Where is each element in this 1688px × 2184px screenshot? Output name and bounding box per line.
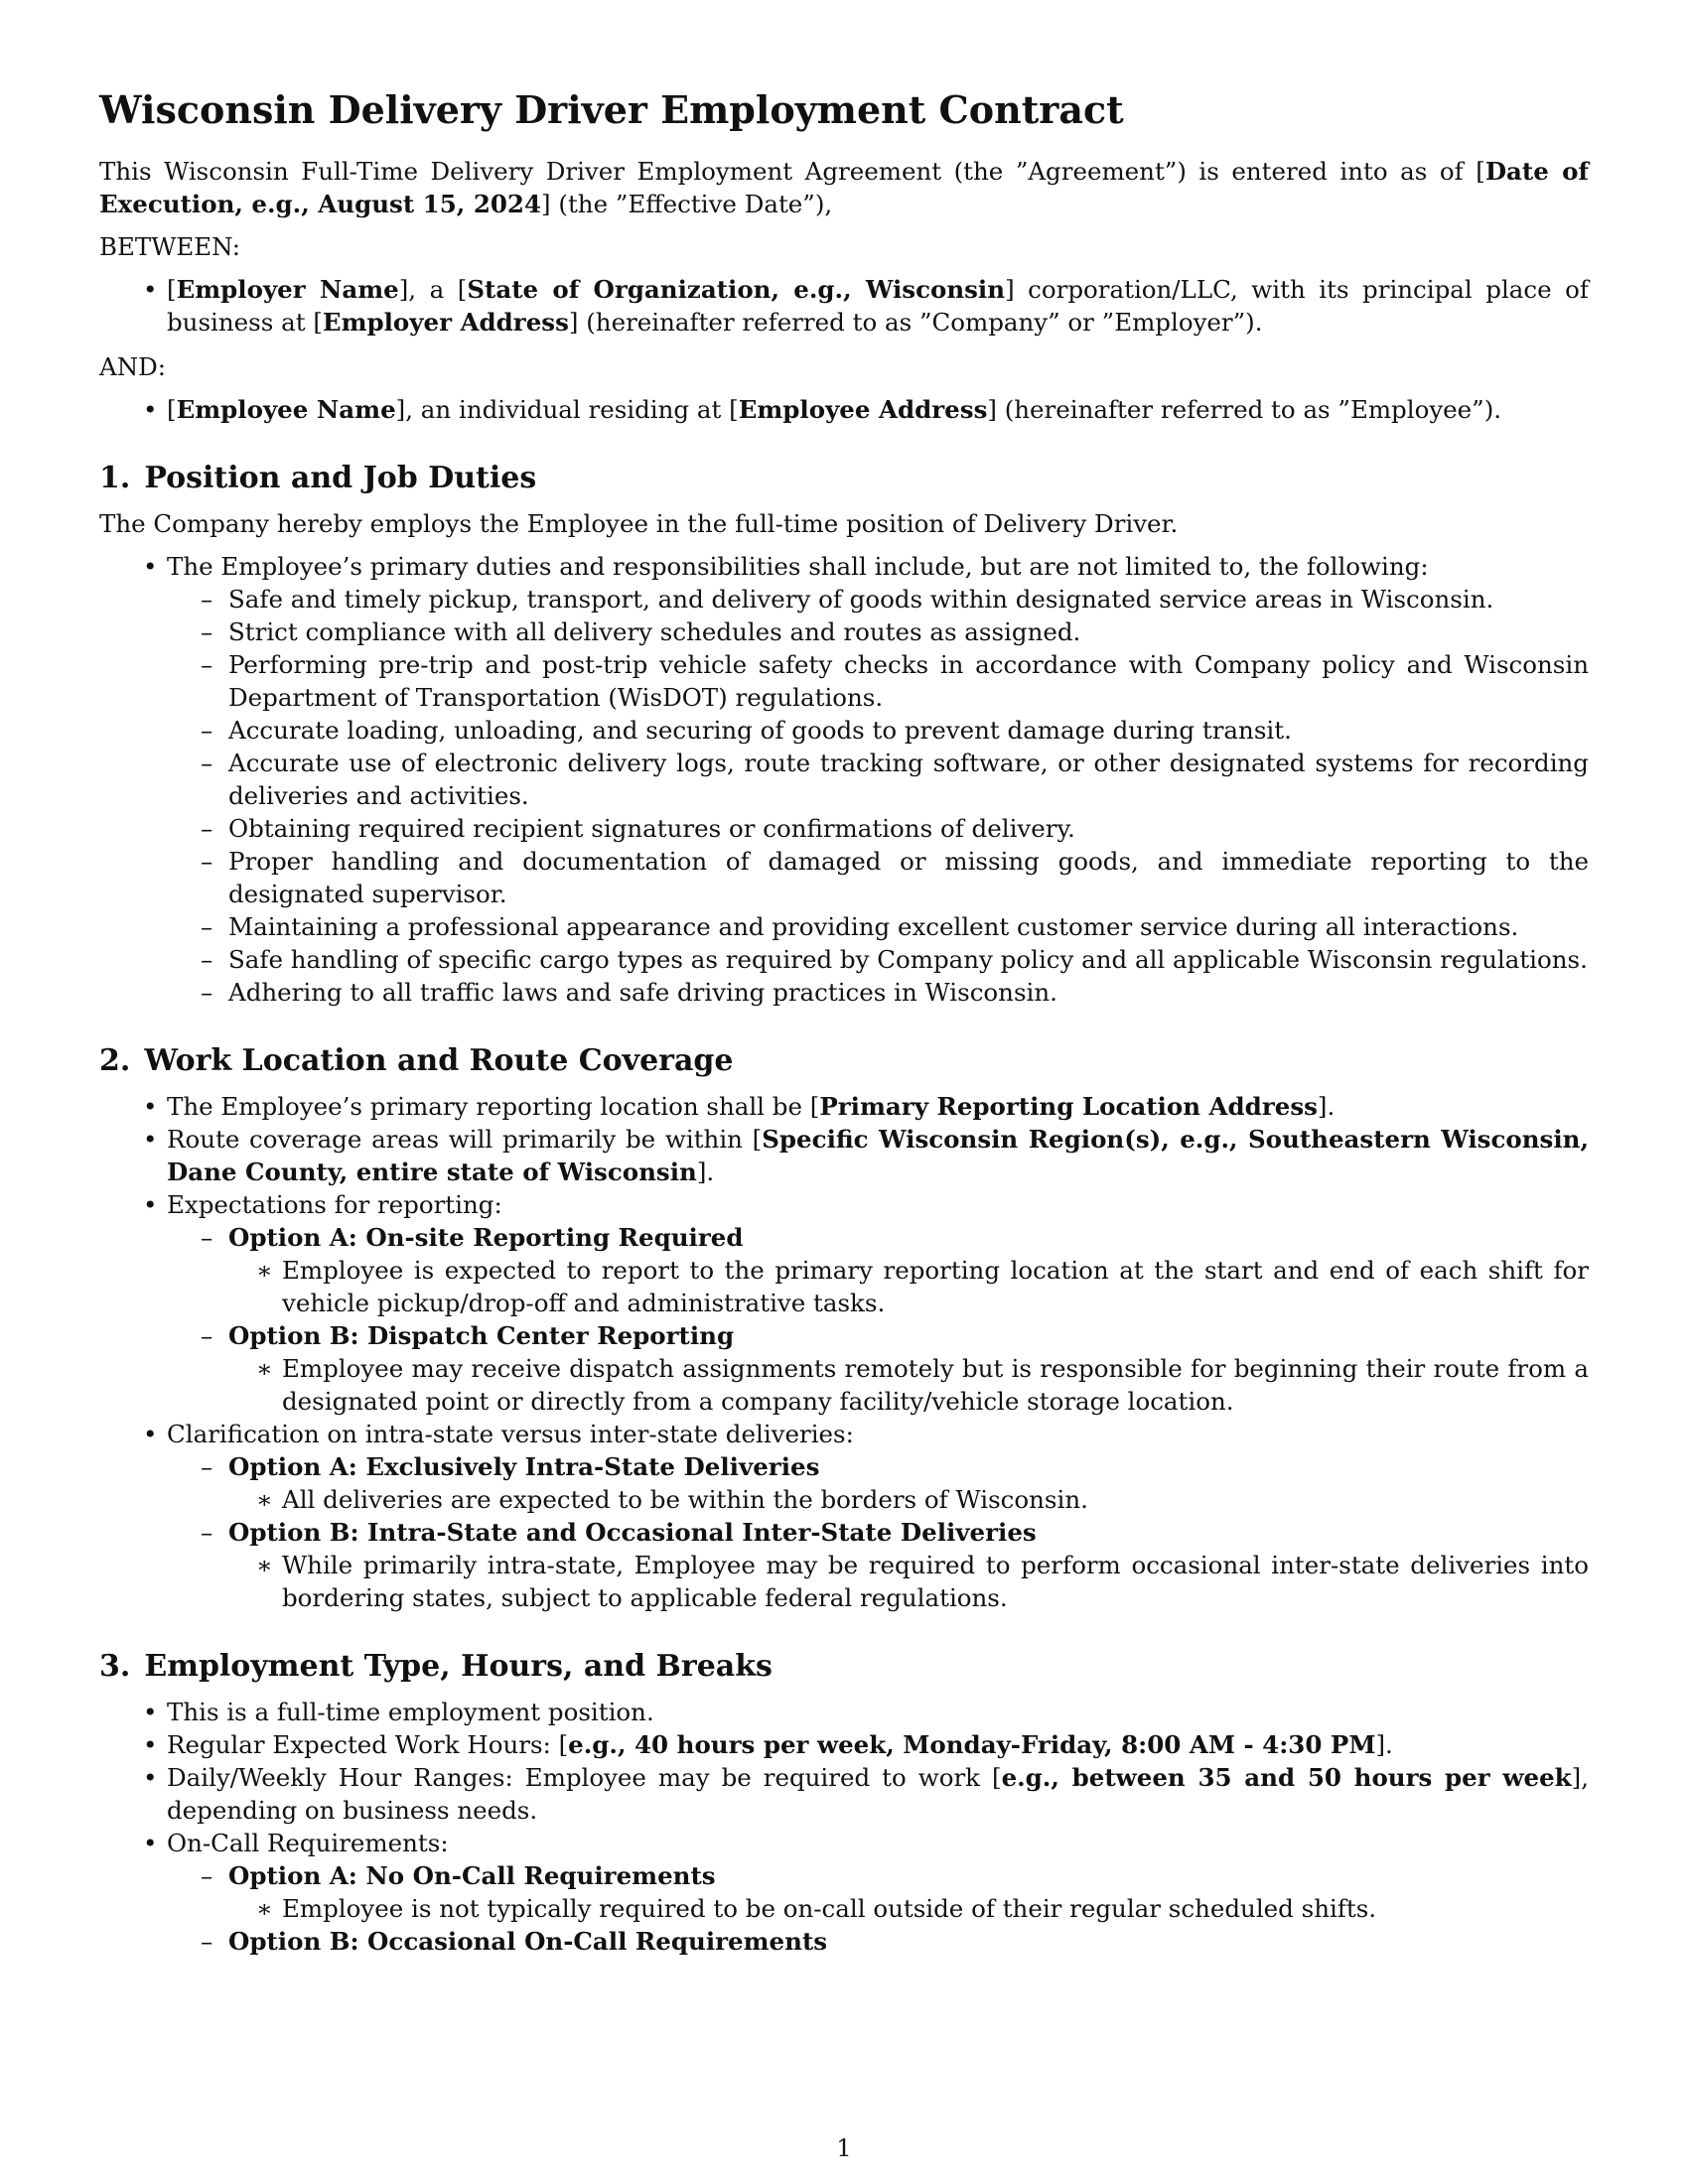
reporting-location-item: • The Employee’s primary reporting location shall be [Primary Reporting Location Address]. (99, 1090, 1589, 1123)
execution-date-placeholder: Date of Execution, e.g., August 15, 2024 (99, 157, 1589, 218)
section-2-heading (99, 1042, 1589, 1080)
range-text-end: , depending on business needs. (167, 1763, 1590, 1825)
section-1-intro: The Company hereby employs the Employee in the full-time position of Delivery Driver. (99, 509, 1179, 538)
duty-item: – Accurate loading, unloading, and securing of goods to prevent damage during transit. (167, 714, 1589, 747)
intro-text: This Wisconsin Full-Time Delivery Driver Employment Agreement (the ”Agreement”) is entered into as of (99, 157, 1477, 186)
duty-item: – Strict compliance with all delivery schedules and routes as assigned. (167, 615, 1589, 648)
duty-item: – Proper handling and documentation of damaged or missing goods, and immediate reporting to the designated supervisor. (167, 845, 1589, 910)
reporting-option-label: Option B: Dispatch Center Reporting (228, 1321, 735, 1350)
fulltime-item: • This is a full-time employment position. (99, 1696, 1589, 1728)
employee-name-placeholder: Employee Name (176, 395, 396, 424)
and-label: AND: (99, 352, 167, 381)
oncall-option-label: Option B: Occasional On-Call Requirements (228, 1927, 828, 1956)
reporting-location-placeholder: Primary Reporting Location Address (819, 1092, 1318, 1121)
employer-address-placeholder: Employer Address (322, 308, 569, 337)
hours-item: • Regular Expected Work Hours: [e.g., 40 hours per week, Monday-Friday, 8:00 AM - 4:30 PM]. (99, 1728, 1589, 1761)
clarification-lead: Clarification on intra-state versus inter-state deliveries: (167, 1420, 854, 1448)
delivery-option-label: Option B: Intra-State and Occasional Inter-State Deliveries (228, 1518, 1037, 1547)
clarification-item (99, 1418, 1589, 1614)
section-1-number: 1. (99, 461, 131, 495)
employer-party: • [Employer Name], a [State of Organization, e.g., Wisconsin] corporation/LLC, with its principal place of business at [Employer Address] (hereinafter referred to as ”Company” or ”Employer”). (99, 273, 1589, 339)
section-2-list (99, 1090, 1589, 1614)
oncall-option-details (228, 1892, 1589, 1925)
delivery-option-label: Option A: Exclusively Intra-State Deliveries (228, 1452, 820, 1481)
hours-text: Regular Expected Work Hours: (167, 1730, 559, 1759)
range-text: Daily/Weekly Hour Ranges: Employee may be required to work (167, 1763, 992, 1792)
between-label: BETWEEN: (99, 232, 240, 261)
intro-paragraph: This Wisconsin Full-Time Delivery Driver Employment Agreement (the ”Agreement”) is entered into as of [Date of Execution, e.g., August 15, 2024] (the ”Effective Date”), (99, 157, 1589, 218)
coverage-text: Route coverage areas will primarily be within (167, 1125, 753, 1154)
delivery-options-list (167, 1450, 1589, 1614)
section-2-title: Work Location and Route Coverage (144, 1043, 734, 1078)
delivery-option-details (228, 1483, 1589, 1516)
hour-ranges-item: • Daily/Weekly Hour Ranges: Employee may be required to work [e.g., between 35 and 50 hours per week], depending on business needs. (99, 1761, 1589, 1827)
reporting-options-list (167, 1221, 1589, 1418)
duty-item: – Safe and timely pickup, transport, and delivery of goods within designated service areas in Wisconsin. (167, 583, 1589, 615)
section-3-number: 3. (99, 1649, 131, 1684)
document-title: Wisconsin Delivery Driver Employment Contract (99, 87, 1124, 132)
route-coverage-item: • Route coverage areas will primarily be within [Specific Wisconsin Region(s), e.g., Southeastern Wisconsin, Dane County, entire state of Wisconsin]. (99, 1123, 1589, 1188)
employee-party: • [Employee Name], an individual residing at [Employee Address] (hereinafter referred to as ”Employee”). (99, 393, 1589, 426)
reporting-option-detail: ∗ Employee may receive dispatch assignments remotely but is responsible for beginning their route from a designated point or directly from a company facility/vehicle storage location. (228, 1352, 1589, 1418)
coverage-text-end: . (706, 1158, 715, 1186)
delivery-option-detail: ∗ While primarily intra-state, Employee may be required to perform occasional inter-state deliveries into bordering states, subject to applicable federal regulations. (228, 1549, 1589, 1614)
duties-lead: The Employee’s primary duties and responsibilities shall include, but are not limited to, the following: (167, 552, 1429, 581)
hours-placeholder: e.g., 40 hours per week, Monday-Friday, 8:00 AM - 4:30 PM (568, 1730, 1376, 1759)
section-3-title: Employment Type, Hours, and Breaks (144, 1649, 773, 1684)
employer-text: corporation/LLC, with its principal place of business at (167, 275, 1589, 337)
section-1-title: Position and Job Duties (144, 461, 537, 495)
page-number: 1 (836, 2134, 852, 2162)
duty-item: – Accurate use of electronic delivery logs, route tracking software, or other designated systems for recording deliveries and activities. (167, 747, 1589, 812)
section-3-heading (99, 1648, 1589, 1686)
duty-item: – Maintaining a professional appearance and providing excellent customer service during all interactions. (167, 910, 1589, 943)
oncall-option-label: Option A: No On-Call Requirements (228, 1861, 716, 1890)
delivery-option (167, 1450, 1589, 1516)
expectations-lead: Expectations for reporting: (167, 1190, 502, 1219)
duty-item: – Performing pre-trip and post-trip vehicle safety checks in accordance with Company policy and Wisconsin Department of Transportation (WisDOT) regulations. (167, 648, 1589, 714)
section-2-number: 2. (99, 1043, 131, 1078)
employer-party-list (99, 273, 1589, 339)
route-coverage-placeholder: Specific Wisconsin Region(s), e.g., Southeastern Wisconsin, Dane County, entire state of Wisconsin (167, 1125, 1589, 1186)
expectations-item (99, 1188, 1589, 1418)
employer-text: , a (408, 275, 458, 304)
reporting-option-detail: ∗ Employee is expected to report to the primary reporting location at the start and end of each shift for vehicle pickup/drop-off and administrative tasks. (228, 1254, 1589, 1319)
duty-item: – Safe handling of specific cargo types as required by Company policy and all applicable Wisconsin regulations. (167, 943, 1589, 976)
delivery-option-detail: ∗ All deliveries are expected to be within the borders of Wisconsin. (228, 1483, 1589, 1516)
employee-address-placeholder: Employee Address (738, 395, 988, 424)
employee-text: (hereinafter referred to as ”Employee”). (996, 395, 1502, 424)
delivery-option-details (228, 1549, 1589, 1614)
oncall-lead: On-Call Requirements: (167, 1829, 449, 1857)
oncall-option (167, 1859, 1589, 1925)
employer-text: (hereinafter referred to as ”Company” or ”Employer”). (578, 308, 1263, 337)
reporting-text: The Employee’s primary reporting location shall be (167, 1092, 810, 1121)
oncall-option (167, 1925, 1589, 1958)
oncall-options-list (167, 1859, 1589, 1958)
reporting-option-label: Option A: On-site Reporting Required (228, 1223, 744, 1252)
reporting-text-end: . (1327, 1092, 1336, 1121)
duty-item: – Adhering to all traffic laws and safe driving practices in Wisconsin. (167, 976, 1589, 1009)
employee-party-list (99, 393, 1589, 426)
oncall-option-detail: ∗ Employee is not typically required to be on-call outside of their regular scheduled shifts. (228, 1892, 1589, 1925)
hour-range-placeholder: e.g., between 35 and 50 hours per week (1001, 1763, 1572, 1792)
employee-text: , an individual residing at (405, 395, 730, 424)
reporting-option-details (228, 1352, 1589, 1418)
section-1-heading (99, 460, 1589, 497)
delivery-option (167, 1516, 1589, 1614)
employer-name-placeholder: Employer Name (176, 275, 399, 304)
state-placeholder: State of Organization, e.g., Wisconsin (467, 275, 1006, 304)
hours-text-end: . (1385, 1730, 1393, 1759)
duty-item: – Obtaining required recipient signatures or confirmations of delivery. (167, 812, 1589, 845)
intro-text-end: (the ”Effective Date”), (550, 190, 833, 218)
duties-list (167, 583, 1589, 1009)
section-3-list (99, 1696, 1589, 1958)
oncall-item (99, 1827, 1589, 1958)
contract-page (99, 87, 1589, 1958)
duties-item (99, 550, 1589, 1009)
reporting-option-details (228, 1254, 1589, 1319)
reporting-option (167, 1319, 1589, 1418)
section-1-list (99, 550, 1589, 1009)
reporting-option (167, 1221, 1589, 1319)
